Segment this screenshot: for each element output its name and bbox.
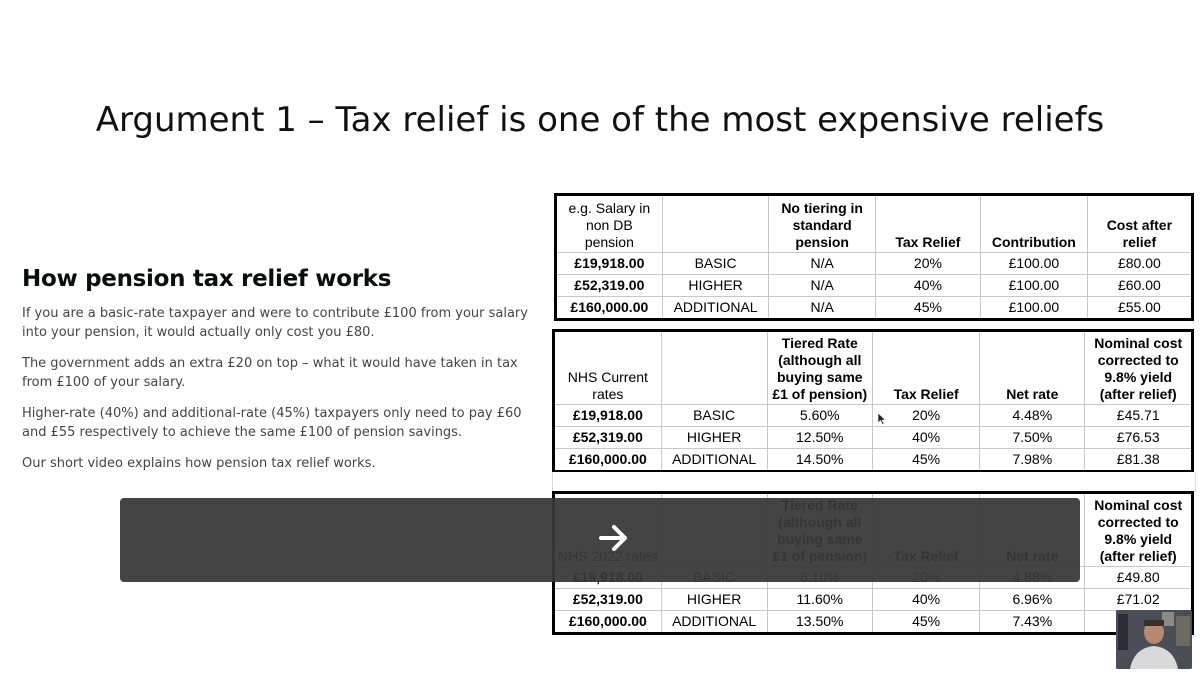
presenter-video-icon — [1116, 610, 1192, 669]
table-cell: 40% — [873, 589, 980, 611]
slide-title: Argument 1 – Tax relief is one of the most expensive reliefs — [95, 100, 1105, 140]
table-cell: £160,000.00 — [554, 449, 662, 472]
table-row — [556, 253, 1193, 275]
table-header-cell: Tiered Rate (although all buying same £1 of pension) — [767, 331, 873, 405]
table-cell: 12.50% — [767, 427, 873, 449]
table-cell: N/A — [769, 253, 875, 275]
table-cell: £52,319.00 — [554, 589, 662, 611]
table-header-cell: Net rate — [980, 331, 1085, 405]
table-header-cell: Nominal cost corrected to 9.8% yield (after relief) — [1085, 331, 1193, 405]
presenter-webcam-thumbnail — [1116, 610, 1192, 669]
standard-pension-table — [554, 193, 1194, 321]
table-cell: HIGHER — [662, 275, 769, 297]
table-cell: ADDITIONAL — [661, 611, 767, 634]
table-header-cell: NHS Current rates — [554, 331, 662, 405]
table-cell: £160,000.00 — [556, 297, 663, 320]
table-row — [556, 275, 1193, 297]
article-paragraph: Higher-rate (40%) and additional-rate (45%) taxpayers only need to pay £60 and £55 respectively to achieve the same £100 of pension savings. — [22, 406, 522, 440]
table-row — [556, 297, 1193, 320]
table-cell: £45.71 — [1085, 405, 1193, 427]
table-cell: 45% — [875, 297, 980, 320]
table-cell: £100.00 — [980, 253, 1087, 275]
table-cell: BASIC — [662, 253, 769, 275]
table-cell: N/A — [769, 297, 875, 320]
table-header-cell: Nominal cost corrected to 9.8% yield (after relief) — [1085, 493, 1193, 567]
table-cell: £49.80 — [1085, 567, 1193, 589]
table-header-row — [556, 195, 1193, 253]
table-spacer — [552, 472, 1196, 491]
table-cell: £71.02 — [1085, 589, 1193, 611]
table-header-cell — [662, 195, 769, 253]
table-cell: £81.38 — [1085, 449, 1193, 472]
table-cell: £76.53 — [1085, 427, 1193, 449]
table-cell: 4.48% — [980, 405, 1085, 427]
table-row — [554, 427, 1193, 449]
nhs-current-rates-table — [552, 329, 1194, 473]
table-cell: 13.50% — [767, 611, 873, 634]
table-cell: 20% — [875, 253, 980, 275]
table-cell: 40% — [875, 275, 980, 297]
table-cell: £160,000.00 — [554, 611, 662, 634]
table-header-cell: Contribution — [980, 195, 1087, 253]
table-cell: HIGHER — [661, 589, 767, 611]
article-heading: How pension tax relief works — [22, 266, 392, 292]
article-paragraph: If you are a basic-rate taxpayer and were to contribute £100 from your salary into your pension, it would actually only cost you £80. — [22, 306, 528, 340]
table-cell: £19,918.00 — [556, 253, 663, 275]
table-cell: £100.00 — [980, 297, 1087, 320]
table-cell: BASIC — [661, 405, 767, 427]
mouse-cursor-icon — [878, 413, 886, 425]
table-cell: ADDITIONAL — [661, 449, 767, 472]
table-cell: ADDITIONAL — [662, 297, 769, 320]
table-cell: 5.60% — [767, 405, 873, 427]
table-header-cell: Cost after relief — [1087, 195, 1192, 253]
table-cell: 7.50% — [980, 427, 1085, 449]
table-row — [554, 611, 1193, 634]
table-cell: £60.00 — [1087, 275, 1192, 297]
table-cell: 14.50% — [767, 449, 873, 472]
table-row — [554, 449, 1193, 472]
table-cell: 45% — [873, 611, 980, 634]
table-cell: £100.00 — [980, 275, 1087, 297]
table-row — [554, 589, 1193, 611]
table-cell: 6.96% — [980, 589, 1085, 611]
table-header-cell: e.g. Salary in non DB pension — [556, 195, 663, 253]
table-cell: HIGHER — [661, 427, 767, 449]
table-header-cell: Tax Relief — [875, 195, 980, 253]
table-row — [554, 405, 1193, 427]
table-cell: £52,319.00 — [556, 275, 663, 297]
table-header-cell — [661, 331, 767, 405]
table-cell: 40% — [873, 427, 980, 449]
table-cell: £52,319.00 — [554, 427, 662, 449]
table-cell: £55.00 — [1087, 297, 1192, 320]
table-header-cell: Tax Relief — [873, 331, 980, 405]
table-cell: 7.98% — [980, 449, 1085, 472]
table-cell: £19,918.00 — [554, 405, 662, 427]
table-cell: 45% — [873, 449, 980, 472]
arrow-right-icon[interactable] — [599, 518, 629, 558]
article-paragraph: Our short video explains how pension tax relief works. — [22, 456, 376, 471]
table-cell: N/A — [769, 275, 875, 297]
article-paragraph: The government adds an extra £20 on top – what it would have taken in tax from £100 of your salary. — [22, 356, 518, 390]
table-header-cell: No tiering in standard pension — [769, 195, 875, 253]
article-excerpt — [22, 266, 537, 485]
table-cell: 7.43% — [980, 611, 1085, 634]
table-cell: £80.00 — [1087, 253, 1192, 275]
table-cell: 20% — [873, 405, 980, 427]
table-cell: 11.60% — [767, 589, 873, 611]
table-header-row — [554, 331, 1193, 405]
